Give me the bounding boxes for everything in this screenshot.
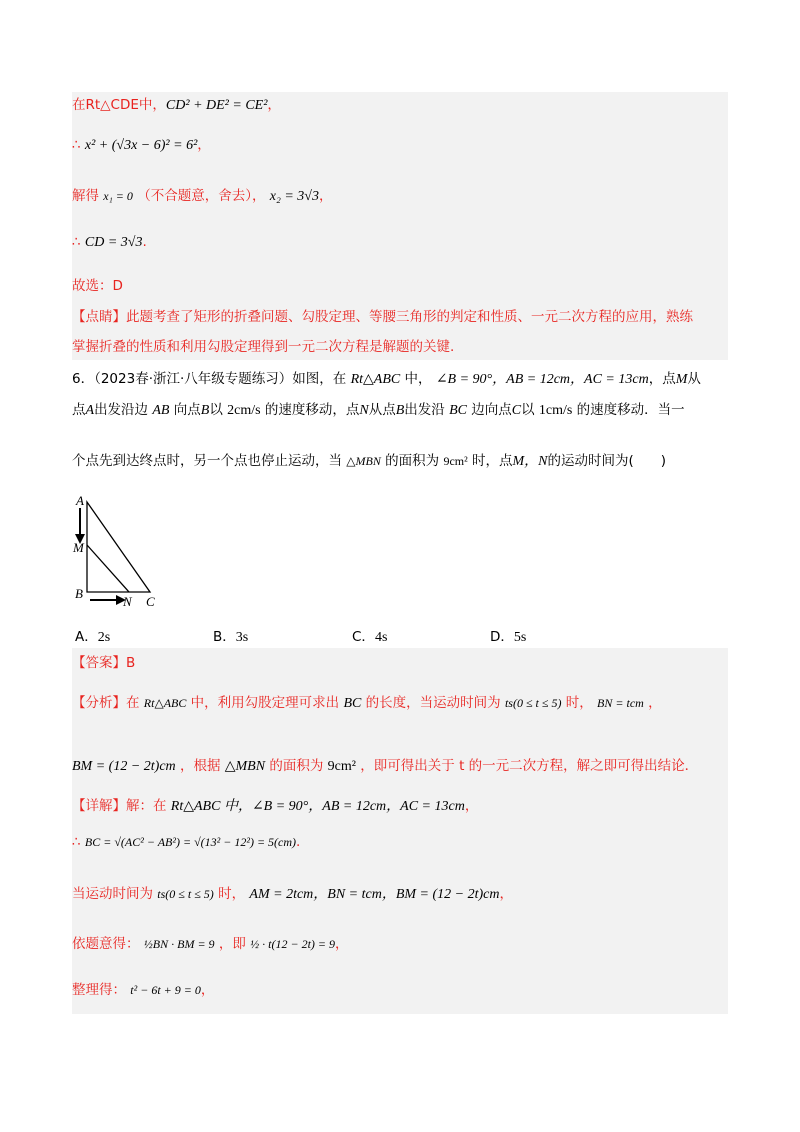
equation: x₁ = 0 — [103, 189, 133, 203]
math: BC = √(AC² − AB²) = √(13² − 12²) = 5(cm) — [84, 835, 297, 849]
text: 【详解】解：在 — [72, 798, 167, 814]
math: AB — [152, 403, 170, 418]
option-b[interactable] — [213, 625, 248, 646]
text: 的面积为 — [269, 758, 324, 774]
text: ，点 — [648, 371, 676, 387]
triangle-figure — [70, 492, 170, 612]
text: 在Rt△CDE中， — [72, 97, 166, 113]
math: 2cm/s — [227, 403, 261, 418]
option-value: 5s — [513, 630, 527, 645]
option-d[interactable] — [490, 625, 526, 646]
text: ，根据 — [179, 758, 221, 774]
analysis-line-2 — [72, 756, 698, 777]
math: 9cm² — [327, 759, 356, 774]
detail-line-3 — [72, 884, 513, 905]
math: △MBN — [224, 759, 266, 774]
text: ，即可得出关于 t 的一元二次方程，解之即可得出结论． — [360, 758, 699, 774]
text: 的长度，当运动时间为 — [365, 695, 501, 711]
detail-line-2 — [72, 832, 300, 852]
text: ，即 — [218, 936, 246, 952]
text: 出发沿边 — [94, 402, 149, 418]
therefore-symbol: ∴ — [72, 137, 81, 153]
math: t² − 6t + 9 = 0 — [130, 983, 201, 997]
label-a: A — [76, 493, 84, 508]
text: 的速度移动，点 — [264, 402, 360, 418]
math: M — [675, 372, 688, 387]
text: 6．（2023春·浙江·八年级专题练习）如图，在 — [72, 371, 347, 387]
text: 从 — [687, 371, 701, 387]
text: 的速度移动．当一 — [576, 402, 685, 418]
solution-line-1 — [72, 95, 281, 116]
option-letter: B． — [213, 629, 236, 645]
text: 时，点 — [472, 453, 513, 469]
math: ½ · t(12 − 2t) = 9 — [250, 937, 336, 951]
option-letter: D． — [490, 629, 514, 645]
text: 中，利用勾股定理可求出 — [190, 695, 340, 711]
detail-line-5 — [72, 980, 214, 1000]
solution-line-3 — [72, 186, 332, 207]
math: ∠B = 90°，AB = 12cm，AC = 13cm — [435, 372, 649, 387]
math: BM = (12 − 2t)cm — [72, 759, 176, 774]
math: 1cm/s — [538, 403, 573, 418]
question-line-1 — [72, 369, 701, 390]
math: Rt△ABC 中，∠B = 90°，AB = 12cm，AC = 13cm — [170, 799, 465, 814]
math: Rt△ABC — [143, 696, 187, 710]
text: ， — [499, 886, 513, 902]
math: C — [511, 403, 522, 418]
solution-line-4 — [72, 232, 147, 253]
text: . — [142, 234, 147, 250]
math: BC — [449, 403, 467, 418]
label-n: N — [123, 594, 132, 609]
equation: CD = 3√3 — [84, 235, 143, 250]
text: ， — [197, 137, 211, 153]
math: N — [359, 403, 369, 418]
comment-line-2: 掌握折叠的性质和利用勾股定理得到一元二次方程是解题的关键. — [72, 339, 455, 355]
triangle-abc — [87, 502, 150, 592]
math: M，N — [512, 454, 548, 469]
text: 时， — [565, 695, 593, 711]
analysis-line-1 — [72, 693, 662, 714]
text: （不合题意，舍去）， — [137, 188, 266, 204]
math: AM = 2tcm，BN = tcm，BM = (12 − 2t)cm — [249, 887, 500, 902]
math: BN = tcm — [597, 696, 644, 710]
equation: x² + (√3x − 6)² = 6² — [84, 138, 198, 153]
math: Rt△ABC — [350, 372, 401, 387]
equation: x₂ = 3√3 — [269, 189, 319, 204]
math: BC — [343, 696, 362, 711]
text: 的运动时间为( ) — [547, 453, 667, 469]
text: ， — [648, 695, 662, 711]
therefore-symbol: ∴ — [72, 834, 81, 850]
detail-line-1 — [72, 796, 478, 817]
text: 点 — [72, 402, 86, 418]
option-value: 4s — [374, 630, 388, 645]
text: 时， — [218, 886, 246, 902]
math: ½BN · BM = 9 — [143, 937, 215, 951]
text: ， — [318, 188, 333, 204]
answer-line: 【答案】B — [72, 655, 136, 671]
therefore-symbol: ∴ — [72, 234, 81, 250]
math: ts(0 ≤ t ≤ 5) — [157, 887, 214, 901]
text: 当运动时间为 — [72, 886, 153, 902]
option-value: 3s — [235, 630, 249, 645]
math: B — [200, 403, 210, 418]
math: B — [395, 403, 405, 418]
math: ts(0 ≤ t ≤ 5) — [504, 696, 562, 710]
text: 边向点 — [471, 402, 512, 418]
text: 以 — [209, 402, 223, 418]
text: ， — [464, 798, 479, 814]
detail-line-4 — [72, 934, 349, 954]
text: 【分析】在 — [72, 695, 140, 711]
equation: CD² + DE² = CE² — [165, 98, 268, 113]
answer-choice-line: 故选：D — [72, 278, 123, 294]
text: . — [296, 834, 301, 850]
math: △MBN — [346, 454, 381, 468]
question-line-3 — [72, 451, 666, 472]
comment-line-1: 【点睛】此题考查了矩形的折叠问题、勾股定理、等腰三角形的判定和性质、一元二次方程的应用，熟练 — [72, 309, 693, 325]
text: 解得 — [72, 188, 99, 204]
option-value: 2s — [97, 630, 111, 645]
text: 整理得： — [72, 982, 126, 998]
text: 依题意得： — [72, 936, 140, 952]
label-b: B — [75, 586, 83, 601]
option-letter: C． — [352, 629, 375, 645]
label-m: M — [73, 540, 84, 555]
option-c[interactable] — [352, 625, 387, 646]
math: 9cm² — [443, 454, 468, 468]
option-letter: A． — [75, 629, 98, 645]
text: 以 — [521, 402, 535, 418]
question-line-2 — [72, 400, 685, 421]
text: 个点先到达终点时，另一个点也停止运动，当 — [72, 453, 342, 469]
text: ， — [200, 982, 215, 998]
text: 从点 — [368, 402, 396, 418]
text: 向点 — [173, 402, 201, 418]
text: ， — [335, 936, 349, 952]
text: 出发沿 — [404, 402, 445, 418]
text: 中， — [404, 371, 432, 387]
label-c: C — [146, 594, 155, 609]
option-a[interactable] — [75, 625, 110, 646]
math: A — [85, 403, 95, 418]
text: ， — [267, 97, 281, 113]
solution-line-2 — [72, 135, 211, 156]
text: 的面积为 — [385, 453, 440, 469]
